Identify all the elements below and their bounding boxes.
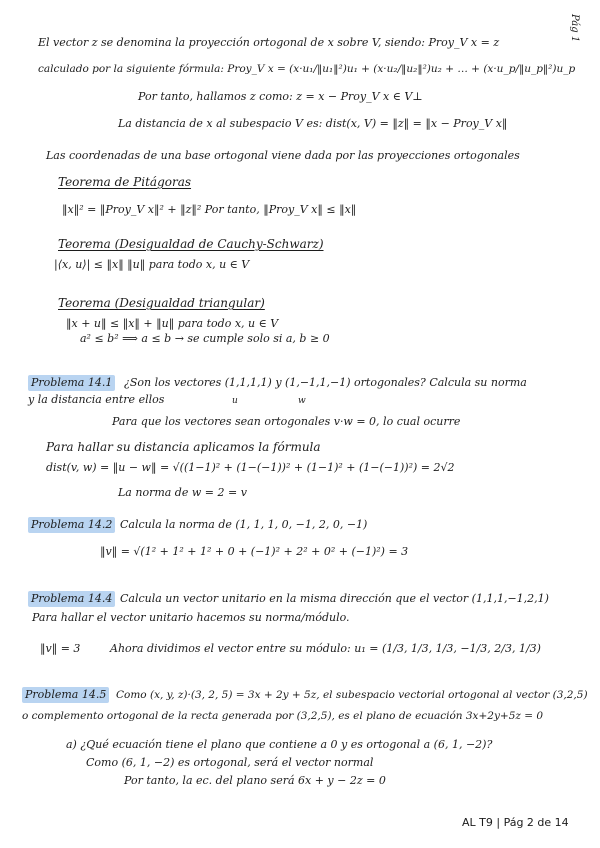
problem-14-4-norm: ‖v‖ = 3: [40, 642, 81, 655]
problem-14-5-label: Problema 14.5: [22, 687, 109, 703]
vector-w-label: w: [298, 396, 306, 406]
problem-14-4-method: Para hallar el vector unitario hacemos su norma/módulo.: [32, 611, 350, 624]
line-projection-formula: calculado por la siguiente fórmula: Proy_V x = (x·u₁/‖u₁‖²)u₁ + (x·u₂/‖u₂‖²)u₂ + … + (x·u_p/‖u_p‖²)u_p: [38, 63, 576, 75]
problem-14-1-label: Problema 14.1: [28, 375, 115, 391]
line-orthogonal-coordinates: Las coordenadas de una base ortogonal viene dada por las proyecciones ortogonales: [46, 149, 520, 162]
problem-14-5-normal-vector: Como (6, 1, −2) es ortogonal, será el vector normal: [86, 756, 374, 769]
line-cauchy-schwarz-formula: |⟨x, u⟩| ≤ ‖x‖ ‖u‖ para todo x, u ∈ V: [54, 258, 250, 271]
theorem-cauchy-schwarz-title: Teorema (Desigualdad de Cauchy-Schwarz): [58, 237, 324, 251]
line-z-definition: Por tanto, hallamos z como: z = x − Proy_V x ∈ V⊥: [138, 90, 423, 103]
problem-14-1-distance-formula: dist(v, w) = ‖u − w‖ = √((1−1)² + (1−(−1))² + (1−1)² + (1−(−1))²) = 2√2: [46, 461, 455, 474]
problem-14-1-distance-intro: Para hallar su distancia aplicamos la fórmula: [46, 440, 321, 454]
problem-14-1-statement: ¿Son los vectores (1,1,1,1) y (1,−1,1,−1) ortogonales? Calcula su norma: [124, 376, 527, 389]
theorem-pythagoras-title: Teorema de Pitágoras: [58, 175, 192, 189]
problem-14-5-plane-equation: Por tanto, la ec. del plano será 6x + y − 2z = 0: [124, 774, 386, 787]
problem-14-1-norm: La norma de w = 2 = v: [118, 486, 247, 499]
line-square-implication: a² ≤ b² ⟹ a ≤ b → se cumple solo si a, b ≥ 0: [80, 332, 330, 345]
line-pythagoras-formula: ‖x‖² = ‖Proy_V x‖² + ‖z‖² Por tanto, ‖Proy_V x‖ ≤ ‖x‖: [62, 203, 357, 216]
problem-14-2-label: Problema 14.2: [28, 517, 115, 533]
problem-14-5-statement: Como (x, y, z)·(3, 2, 5) = 3x + 2y + 5z, el subespacio vectorial ortogonal al vector (3,2,5): [116, 689, 588, 701]
problem-14-1-statement-cont: y la distancia entre ellos: [28, 393, 165, 406]
problem-14-5-question-a: a) ¿Qué ecuación tiene el plano que contiene a 0 y es ortogonal a (6, 1, −2)?: [66, 738, 493, 751]
line-distance-subspace: La distancia de x al subespacio V es: dist(x, V) = ‖z‖ = ‖x − Proy_V x‖: [118, 117, 508, 130]
theorem-triangle-title: Teorema (Desigualdad triangular): [58, 296, 265, 310]
problem-14-2-statement: Calcula la norma de (1, 1, 1, 0, −1, 2, 0, −1): [120, 518, 368, 531]
problem-14-5-statement-cont: o complemento ortogonal de la recta generada por (3,2,5), es el plano de ecuación 3x+2y+5z = 0: [22, 710, 544, 722]
page-footer: AL T9 | Pág 2 de 14: [462, 816, 569, 829]
line-triangle-formula: ‖x + u‖ ≤ ‖x‖ + ‖u‖ para todo x, u ∈ V: [66, 317, 279, 330]
line-projection-definition: El vector z se denomina la proyección ortogonal de x sobre V, siendo: Proy_V x = z: [38, 36, 500, 49]
problem-14-4-unit-vector: Ahora dividimos el vector entre su módulo: u₁ = (1/3, 1/3, 1/3, −1/3, 2/3, 1/3): [110, 642, 541, 655]
problem-14-1-orthogonality: Para que los vectores sean ortogonales v·w = 0, lo cual ocurre: [112, 415, 461, 428]
problem-14-4-label: Problema 14.4: [28, 591, 115, 607]
problem-14-2-norm-formula: ‖v‖ = √(1² + 1² + 1² + 0 + (−1)² + 2² + 0² + (−1)²) = 3: [100, 545, 409, 558]
corner-page-label: Pág 1: [569, 14, 580, 43]
problem-14-4-statement: Calcula un vector unitario en la misma dirección que el vector (1,1,1,−1,2,1): [120, 592, 549, 605]
vector-u-label: u: [232, 396, 238, 406]
